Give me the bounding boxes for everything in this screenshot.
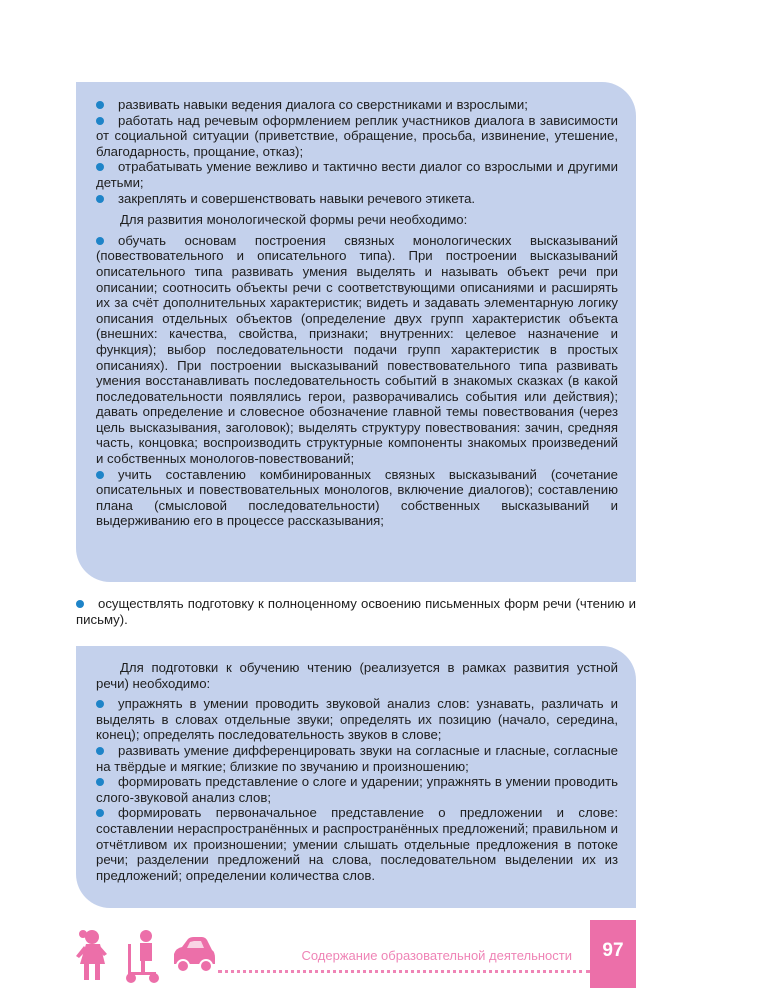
list-item: закреплять и совершенствовать навыки речевого этикета. [96,191,618,207]
content-panel-bottom [76,646,636,908]
list-item: упражнять в умении проводить звуковой анализ слов: узнавать, различать и выделять в словах отдельные звуки; определять их позицию (начало, середина, конец); определять последовательность звуков в слове; [96,696,618,743]
page-footer [0,920,768,988]
monologue-lead-paragraph: Для развития монологической формы речи необходимо: [120,212,468,228]
monologue-skills-list [96,233,618,529]
written-speech-list [76,596,636,627]
page-number: 97 [602,940,624,961]
dialog-skills-list [96,97,618,206]
car-icon [170,936,216,976]
footer-dotted-line [218,970,590,973]
section-title: Содержание образовательной деятельности [301,948,572,963]
list-item: учить составлению комбинированных связных высказываний (сочетание описательных и повествовательных монологов, включение диалогов); составлению плана (смысловой последовательности) собственных высказываний и выдерживанию его в процессе рассказывания; [96,466,618,529]
list-item: осуществлять подготовку к полноценному освоению письменных форм речи (чтению и письму). [76,596,636,627]
list-item: формировать первоначальное представление о предложении и слове: составлении нераспространённых и распространённых предложений; правильном и отчётливом их произношении; умении слышать отдельные предложения в потоке речи; разделении предложений на слова, последовательном выделении их из предложений; определении количества слов. [96,805,618,883]
list-item: развивать навыки ведения диалога со сверстниками и взрослыми; [96,97,618,113]
list-item: развивать умение дифференцировать звуки на согласные и гласные, согласные на твёрдые и мягкие; близкие по звучанию и произношению; [96,742,618,774]
list-item: обучать основам построения связных монологических высказываний (повествовательного и описательного типа). При построении высказываний описательного типа развивать умения выделять и называть объект речи при описании; соотносить объекты речи с соответствующими описаниями и расширять их за счёт дополнительных характеристик; видеть и задавать элементарную логику описания отдельных объектов (определение двух групп характеристик объекта (внешних: качества, свойства, признаки; внутренних: целевое назначение и функция); выбор последовательности подачи групп характеристик в простых описаниях). При построении высказываний повествовательного типа развивать умения восстанавливать последовательность событий в знакомых сказках (в какой последовательности появлялись герои, разворачивались события или действия); давать определение и словесное обозначение главной темы повествования (через цель высказывания, заголовок); выделять структуру повествования: зачин, средняя часть, концовка; воспроизводить структурные компоненты знакомых произведений и собственных монологов-повествований; [96,232,618,467]
list-item: отрабатывать умение вежливо и тактично вести диалог со взрослыми и другими детьми; [96,159,618,190]
list-item: формировать представление о слоге и ударении; упражнять в умении проводить слого-звуковой анализ слов; [96,774,618,805]
list-item: работать над речевым оформлением реплик участников диалога в зависимости от социальной ситуации (приветствие, обращение, просьба, извинение, утешение, благодарность, прощание, отказ); [96,112,618,159]
child-figure-icon [74,928,108,984]
reading-skills-list [96,696,618,883]
page-number-tab [590,920,636,988]
scooter-child-icon [124,928,162,984]
reading-lead-paragraph: Для подготовки к обучению чтению (реализуется в рамках развития устной речи) необходимо: [96,660,618,691]
content-panel-top [76,82,636,582]
